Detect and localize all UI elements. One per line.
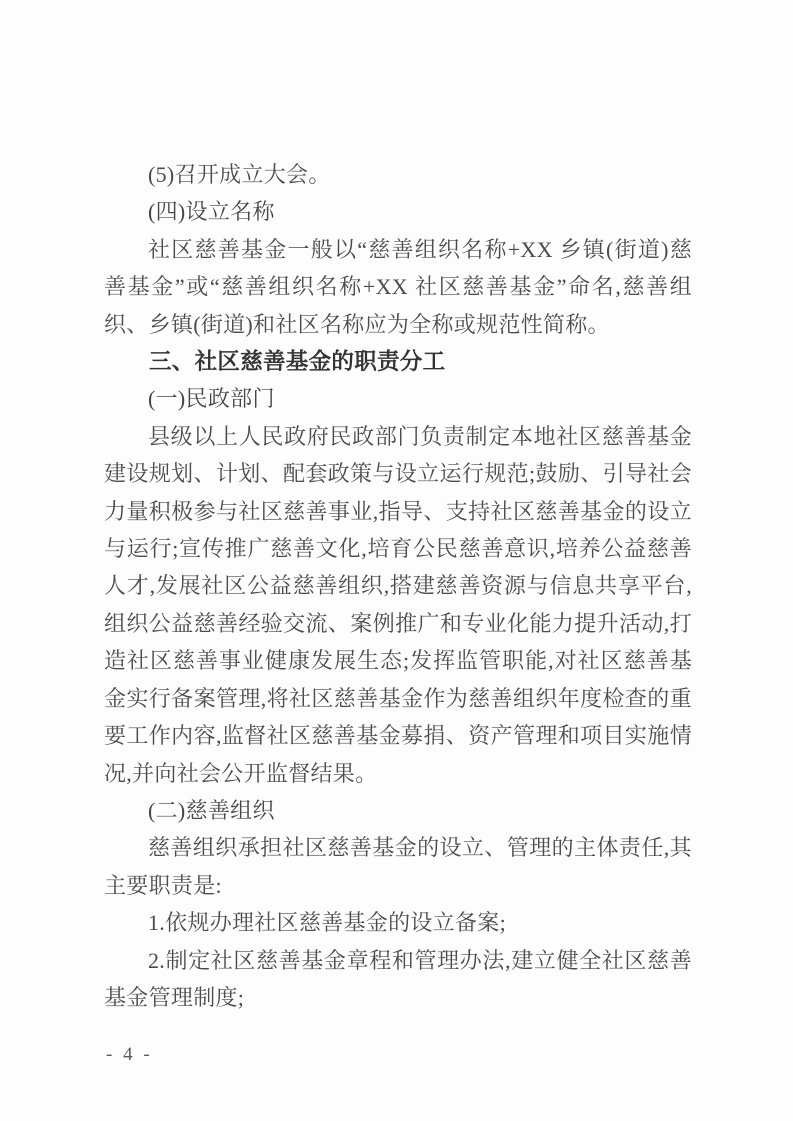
civil-affairs-duties-paragraph: 县级以上人民政府民政部门负责制定本地社区慈善基金建设规划、计划、配套政策与设立运行规范;鼓励、引导社会力量积极参与社区慈善事业,指导、支持社区慈善基金的设立与运行;宣传推广慈善文化,培育公民慈善意识,培养公益慈善人才,发展社区公益慈善组织,搭建慈善资源与信息共享平台,组织公益慈善经验交流、案例推广和专业化能力提升活动,打造社区慈善事业健康发展生态;发挥监管职能,对社区慈善基金实行备案管理,将社区慈善基金作为慈善组织年度检查的重要工作内容,监督社区慈善基金募捐、资产管理和项目实施情况,并向社会公开监督结果。 [104, 423, 692, 786]
duty-item-2: 2.制定社区慈善基金章程和管理办法,建立健全社区慈善基金管理制度; [104, 947, 692, 1010]
charity-org-subheading: (二)慈善组织 [148, 797, 275, 823]
page-number: - 4 - [106, 1044, 153, 1065]
duty-item-1: 1.依规办理社区慈善基金的设立备案; [148, 910, 507, 936]
step-5-line: (5)召开成立大会。 [148, 162, 331, 187]
naming-rule-paragraph: 社区慈善基金一般以“慈善组织名称+XX 乡镇(街道)慈善基金”或“慈善组织名称+XX 社区慈善基金”命名,慈善组织、乡镇(街道)和社区名称应为全称或规范性简称。 [104, 236, 692, 337]
chapter-3-heading: 三、社区慈善基金的职责分工 [149, 349, 446, 375]
section-naming-subheading: (四)设立名称 [148, 199, 275, 225]
charity-org-responsibility-paragraph: 慈善组织承担社区慈善基金的设立、管理的主体责任,其主要职责是: [104, 835, 692, 898]
document-content [104, 156, 692, 1016]
civil-affairs-subheading: (一)民政部门 [148, 386, 275, 412]
